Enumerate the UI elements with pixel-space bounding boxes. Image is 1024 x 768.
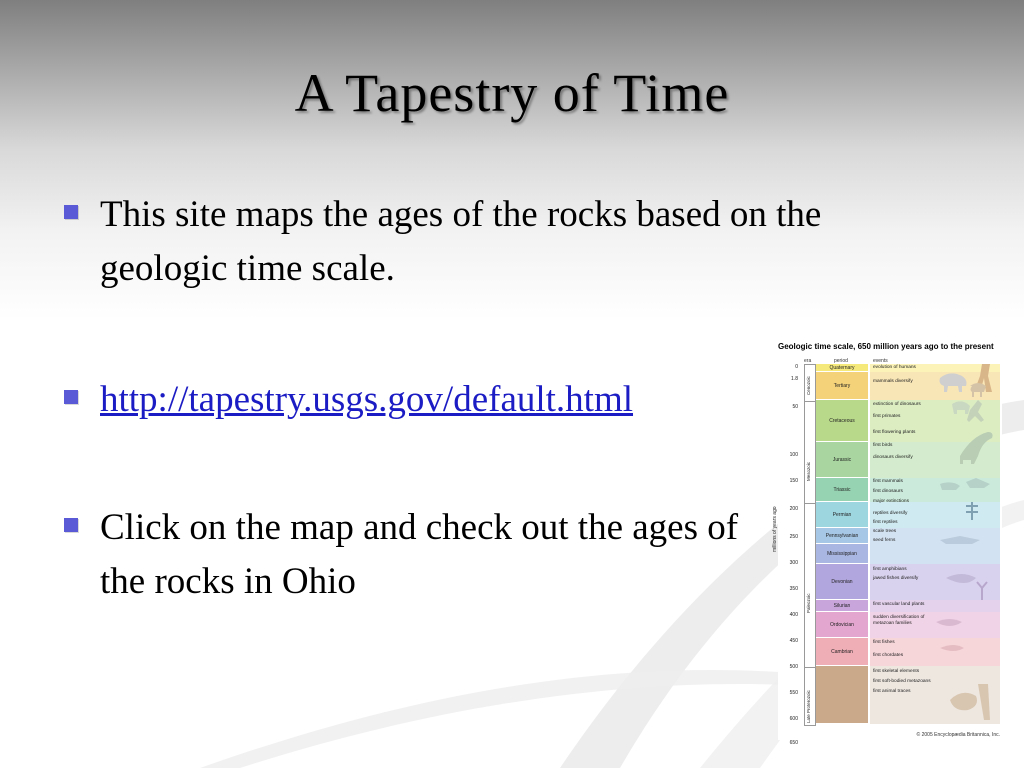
shell-fossil-icon (950, 693, 977, 710)
event-label: first soft-bodied metazoans (873, 679, 931, 684)
axis-tick-label: 0 (795, 364, 798, 370)
period-ordovician: Ordovician (816, 612, 868, 638)
event-label: first reptiles (873, 520, 898, 525)
slide-title: A Tapestry of Time (294, 63, 730, 123)
mammoth-icon (940, 373, 967, 392)
event-label: first birds (873, 443, 893, 448)
bullet-text: Click on the map and check out the ages of the rocks in Ohio (100, 507, 739, 602)
amphibian-icon (940, 536, 980, 544)
axis-tick-label: 50 (792, 404, 798, 410)
event-label: first vascular land plants (873, 602, 925, 607)
reptile-icon (940, 482, 960, 490)
era-header: era (804, 358, 812, 364)
period-mississippian: Mississippian (816, 544, 868, 564)
event-label: major extinctions (873, 499, 909, 504)
fish-icon (946, 574, 976, 583)
axis-tick-label: 600 (789, 716, 798, 722)
bullet-text: This site maps the ages of the rocks based on the geologic time scale. (100, 194, 822, 289)
axis-tick-label: 350 (789, 586, 798, 592)
period-tertiary: Tertiary (816, 372, 868, 400)
period-triassic: Triassic (816, 478, 868, 502)
events-header: events (873, 358, 888, 364)
triceratops-icon (952, 401, 970, 414)
period-quaternary: Quaternary (816, 364, 868, 372)
square-bullet-icon (64, 205, 78, 219)
event-label: first dinosaurs (873, 489, 903, 494)
event-label: first primates (873, 414, 901, 419)
dinosaur-icon (967, 400, 984, 422)
axis-tick-label: 300 (789, 560, 798, 566)
axis-tick-label: 200 (789, 506, 798, 512)
fossil-illustrations (870, 364, 1000, 724)
chart-credit: © 2005 Encyclopædia Britannica, Inc. (916, 732, 1000, 738)
usgs-tapestry-link[interactable]: http://tapestry.usgs.gov/default.html (100, 379, 634, 420)
geologic-time-scale-chart[interactable] (772, 342, 1002, 746)
worm-trace-icon (978, 684, 990, 720)
dinosaur-icon (966, 478, 990, 488)
period-cretaceous: Cretaceous (816, 400, 868, 442)
axis-tick-label: 250 (789, 534, 798, 540)
scale-tree-icon (966, 502, 978, 520)
nautiloid-icon (936, 619, 962, 626)
period-late-proterozoic (816, 666, 868, 724)
event-label: extinction of dinosaurs (873, 402, 921, 407)
bullet-item (100, 373, 633, 427)
event-label: reptiles diversify (873, 511, 908, 516)
period-column (816, 364, 868, 724)
era-late-proterozoic: Late Proterozoic (806, 690, 811, 723)
period-jurassic: Jurassic (816, 442, 868, 478)
axis-label: millions of years ago (772, 506, 778, 552)
period-permian: Permian (816, 502, 868, 528)
axis-tick-label: 400 (789, 612, 798, 618)
chart-title: Geologic time scale, 650 million years ago to the present (778, 342, 994, 351)
bullet-item (100, 501, 760, 609)
period-devonian: Devonian (816, 564, 868, 600)
period-silurian: Silurian (816, 600, 868, 612)
plant-icon (977, 582, 987, 600)
square-bullet-icon (64, 518, 78, 532)
era-column (804, 364, 816, 726)
event-label: first skeletal elements (873, 669, 920, 674)
event-label: mammals diversify (873, 379, 913, 384)
bullet-item (100, 188, 920, 296)
axis-tick-label: 150 (789, 478, 798, 484)
event-label: first amphibians (873, 567, 907, 572)
axis-tick-label: 100 (789, 452, 798, 458)
axis-tick-label: 500 (789, 664, 798, 670)
time-axis (772, 362, 802, 746)
period-cambrian: Cambrian (816, 638, 868, 666)
event-label: seed ferns (873, 538, 896, 543)
event-label: scale trees (873, 529, 897, 534)
axis-tick-label: 450 (789, 638, 798, 644)
trilobite-icon (940, 645, 964, 651)
events-column (870, 364, 1000, 724)
event-label: first mammals (873, 479, 903, 484)
square-bullet-icon (64, 390, 78, 404)
era-cenozoic: Cenozoic (805, 365, 815, 402)
event-label: evolution of humans (873, 365, 916, 370)
event-label: first animal traces (873, 689, 911, 694)
axis-tick-label: 1.8 (791, 376, 798, 382)
event-label: first flowering plants (873, 430, 916, 435)
event-label: dinosaurs diversify (873, 455, 913, 460)
era-mesozoic: Mesozoic (805, 401, 815, 504)
event-label: first chordates (873, 653, 904, 658)
sauropod-icon (960, 432, 993, 464)
era-paleozoic: Paleozoic (805, 503, 815, 668)
event-label: jawed fishes diversify (873, 576, 919, 581)
axis-tick-label: 550 (789, 690, 798, 696)
event-label: first fishes (873, 640, 895, 645)
period-header: period (834, 358, 848, 364)
axis-tick-label: 650 (789, 740, 798, 746)
period-pennsylvanian: Pennsylvanian (816, 528, 868, 544)
mammal-icon (970, 383, 986, 397)
event-label: sudden diversification of metazoan families (873, 615, 925, 626)
